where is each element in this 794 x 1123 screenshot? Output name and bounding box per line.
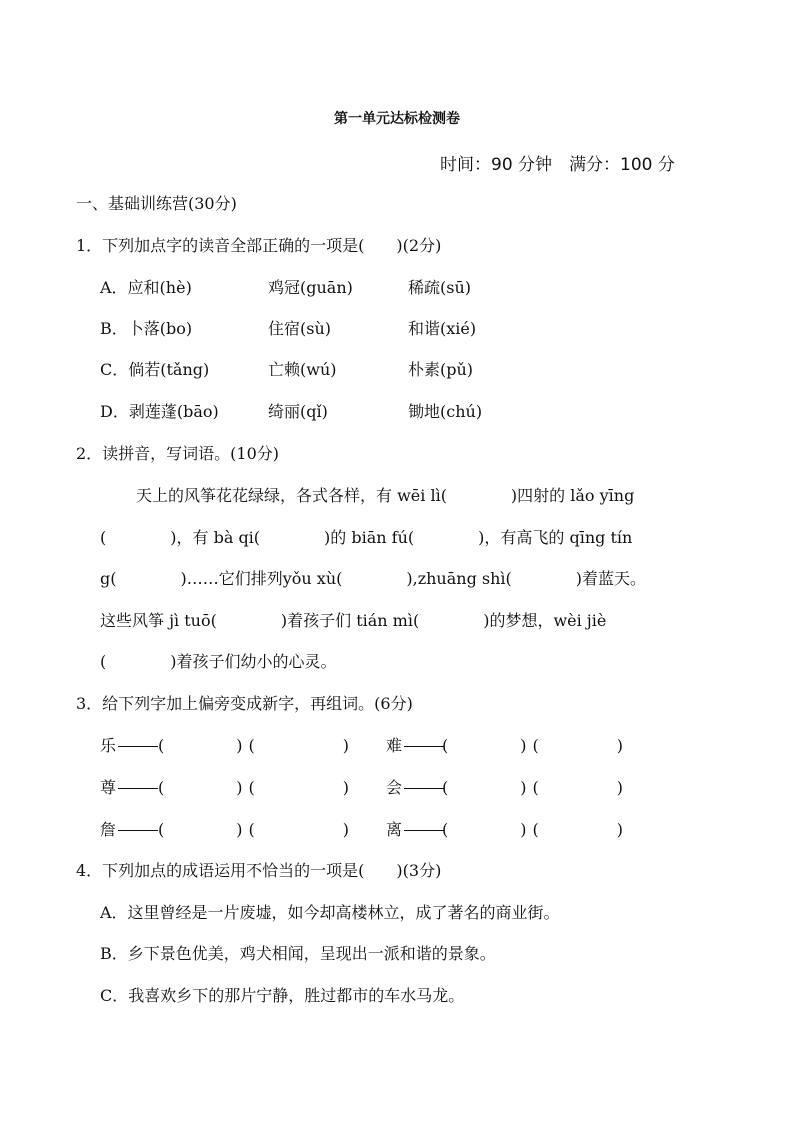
question-1-stem: 1．下列加点字的读音全部正确的一项是( )(2分) <box>76 236 442 255</box>
q3-paren-b: ) <box>342 820 355 839</box>
q3-blank-left <box>158 775 355 798</box>
question-3-stem: 3．给下列字加上偏旁变成新字，再组词。(6分) <box>76 694 413 713</box>
q3-paren-b: ) <box>616 778 629 797</box>
q3-blank-left <box>158 817 355 840</box>
q3-base-char: 会 <box>386 778 403 797</box>
q3-paren-a: ( )( <box>442 820 545 839</box>
q3-dash <box>118 788 158 789</box>
q1-option-a-word2: 鸡冠(guān) <box>268 278 353 297</box>
q3-dash <box>118 746 158 747</box>
q3-char-row2-left <box>100 775 160 798</box>
q3-base-char: 乐 <box>100 736 117 755</box>
q3-char-row3-left <box>100 817 160 840</box>
q3-dash <box>404 746 444 747</box>
q3-paren-a: ( )( <box>442 778 545 797</box>
q3-char-row1-left <box>100 733 160 756</box>
q3-char-row2-right <box>386 775 446 798</box>
q3-base-char: 离 <box>386 820 403 839</box>
q1-option-b-word3: 和谐(xié) <box>408 319 477 338</box>
q2-passage-line: 这些风筝 jì tuō( )着孩子们 tián mì( )的梦想，wèi jiè <box>100 611 607 630</box>
q3-base-char: 詹 <box>100 820 117 839</box>
q1-option-c-word2: 亡赖(wú) <box>268 360 337 379</box>
q1-option-d-word1: D．剥莲蓬(bāo) <box>100 402 219 421</box>
q1-option-a-word3: 稀疏(sū) <box>408 278 472 297</box>
page-title: 第一单元达标检测卷 <box>334 111 460 127</box>
q3-char-row3-right <box>386 817 446 840</box>
q3-dash <box>404 830 444 831</box>
q3-blank-right <box>442 817 629 840</box>
q3-paren-b: ) <box>342 736 355 755</box>
section-heading: 一、基础训练营(30分) <box>76 194 237 213</box>
q2-passage-line: ( )，有 bà qi( )的 biān fú( )，有高飞的 qīng tín <box>100 528 633 547</box>
q2-passage-line: g( )……它们排列yǒu xù( ),zhuāng shì( )着蓝天。 <box>100 569 647 588</box>
q2-passage-line: ( )着孩子们幼小的心灵。 <box>100 652 337 671</box>
q3-paren-a: ( )( <box>442 736 545 755</box>
q3-base-char: 尊 <box>100 778 117 797</box>
q3-blank-right <box>442 733 629 756</box>
q3-paren-b: ) <box>616 820 629 839</box>
q2-passage-line: 天上的风筝花花绿绿，各式各样，有 wēi lì( )四射的 lǎo yīng <box>136 486 635 505</box>
q3-dash <box>118 830 158 831</box>
question-4-stem: 4．下列加点的成语运用不恰当的一项是( )(3分) <box>76 861 442 880</box>
q3-dash <box>404 788 444 789</box>
q3-base-char: 难 <box>386 736 403 755</box>
q1-option-c-word3: 朴素(pǔ) <box>408 360 474 379</box>
q1-option-a-word1: A．应和(hè) <box>100 278 192 297</box>
exam-meta: 时间：90 分钟 满分：100 分 <box>440 155 675 175</box>
question-2-stem: 2．读拼音，写词语。(10分) <box>76 444 280 463</box>
q3-paren-a: ( )( <box>158 736 261 755</box>
q3-paren-a: ( )( <box>158 778 261 797</box>
q3-paren-b: ) <box>342 778 355 797</box>
q3-blank-left <box>158 733 355 756</box>
q3-paren-b: ) <box>616 736 629 755</box>
q1-option-d-word3: 锄地(chú) <box>408 402 483 421</box>
q4-option-c: C．我喜欢乡下的那片宁静，胜过都市的车水马龙。 <box>100 986 465 1005</box>
q3-paren-a: ( )( <box>158 820 261 839</box>
q1-option-d-word2: 绮丽(qǐ) <box>268 402 328 421</box>
q1-option-b-word2: 住宿(sù) <box>268 319 332 338</box>
q3-char-row1-right <box>386 733 446 756</box>
q4-option-b: B．乡下景色优美，鸡犬相闻，呈现出一派和谐的景象。 <box>100 944 496 963</box>
q1-option-c-word1: C．倘若(tǎng) <box>100 360 210 379</box>
q1-option-b-word1: B．卜落(bo) <box>100 319 193 338</box>
q4-option-a: A．这里曾经是一片废墟，如今却高楼林立，成了著名的商业街。 <box>100 903 560 922</box>
q3-blank-right <box>442 775 629 798</box>
